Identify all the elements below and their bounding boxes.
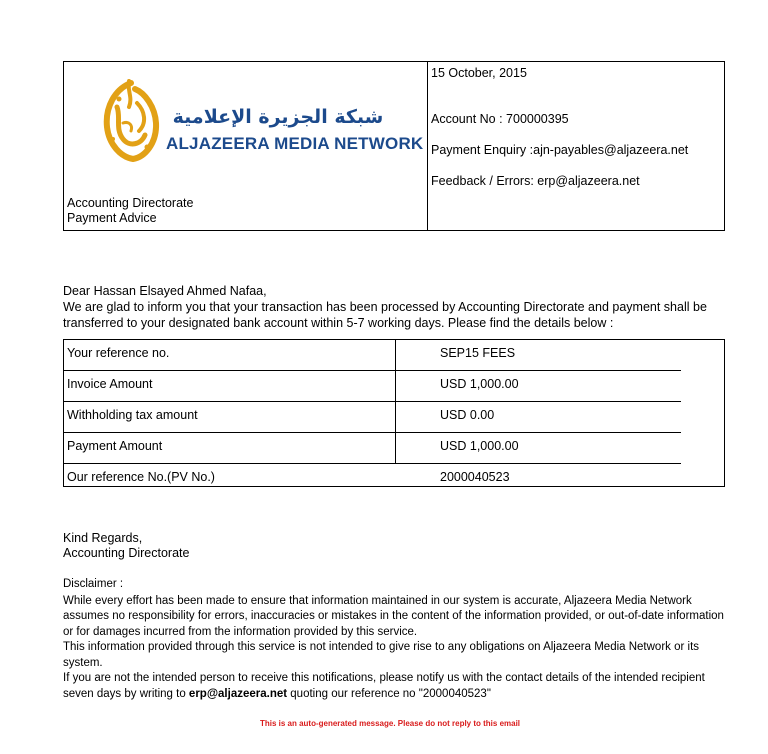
table-row xyxy=(64,464,681,495)
feedback-contact: Feedback / Errors: erp@aljazeera.net xyxy=(431,174,640,188)
row-label: Your reference no. xyxy=(67,346,170,360)
row-label: Payment Amount xyxy=(67,439,163,453)
payment-details-table xyxy=(63,339,725,487)
header-divider xyxy=(427,62,428,230)
aljazeera-calligraphy-icon xyxy=(99,77,163,167)
department-name: Accounting Directorate xyxy=(67,196,194,210)
salutation: Dear Hassan Elsayed Ahmed Nafaa, xyxy=(63,284,267,298)
row-value: SEP15 FEES xyxy=(440,346,516,360)
row-label: Withholding tax amount xyxy=(67,408,198,422)
letter-paragraph: We are glad to inform you that your transaction has been processed by Accounting Directorate and payment shall be transferred to your designated bank account within 5-7 working days. Please find the details below : xyxy=(63,300,707,330)
disclaimer-text: quoting our reference no "2000040523" xyxy=(287,687,491,700)
row-value: USD 1,000.00 xyxy=(440,439,519,453)
table-row xyxy=(64,340,681,371)
row-label: Our reference No.(PV No.) xyxy=(67,470,215,484)
disclaimer-text: If you are not the intended person to receive this notifications, please notify us with the contact details of the intended recipient seven days by writing to xyxy=(63,672,705,700)
row-value: USD 1,000.00 xyxy=(440,377,519,391)
row-value: USD 0.00 xyxy=(440,408,495,422)
row-value: 2000040523 xyxy=(440,470,510,484)
logo-english-text: ALJAZEERA MEDIA NETWORK xyxy=(166,134,424,153)
disclaimer-paragraph-2: This information provided through this service is not intended to give rise to any obligations on Aljazeera Media Network or its system. xyxy=(63,641,700,669)
row-label: Invoice Amount xyxy=(67,377,153,391)
auto-generated-notice: This is an auto-generated message. Please do not reply to this email xyxy=(259,719,521,728)
table-row xyxy=(64,402,681,433)
table-row xyxy=(64,433,681,464)
closing-signature: Accounting Directorate xyxy=(63,546,190,560)
disclaimer-paragraph-1: While every effort has been made to ensure that information maintained in our system is accurate, Aljazeera Media Network assumes no responsibility for errors, inaccuracies or mistakes in the content of the information provided, or out-of-date information or for damages incurred from the information provided by this service. xyxy=(63,594,724,638)
letter-body xyxy=(63,283,728,331)
closing-regards: Kind Regards, xyxy=(63,531,143,545)
header-box xyxy=(63,61,725,231)
closing-block xyxy=(63,531,189,561)
table-row xyxy=(64,371,681,402)
payment-enquiry: Payment Enquiry :ajn-payables@aljazeera.net xyxy=(431,143,689,157)
document-type: Payment Advice xyxy=(67,211,157,225)
advice-date: 15 October, 2015 xyxy=(431,66,527,80)
disclaimer-paragraph-3 xyxy=(63,671,728,702)
department-block xyxy=(67,196,193,226)
logo-arabic-text: شبكة الجزيرة الإعلامية xyxy=(172,106,384,128)
disclaimer-block xyxy=(63,577,728,702)
aljazeera-logo xyxy=(99,77,424,167)
disclaimer-title: Disclaimer : xyxy=(63,578,124,590)
account-number: Account No : 700000395 xyxy=(431,112,569,126)
erp-email-link[interactable]: erp@aljazeera.net xyxy=(188,687,288,700)
